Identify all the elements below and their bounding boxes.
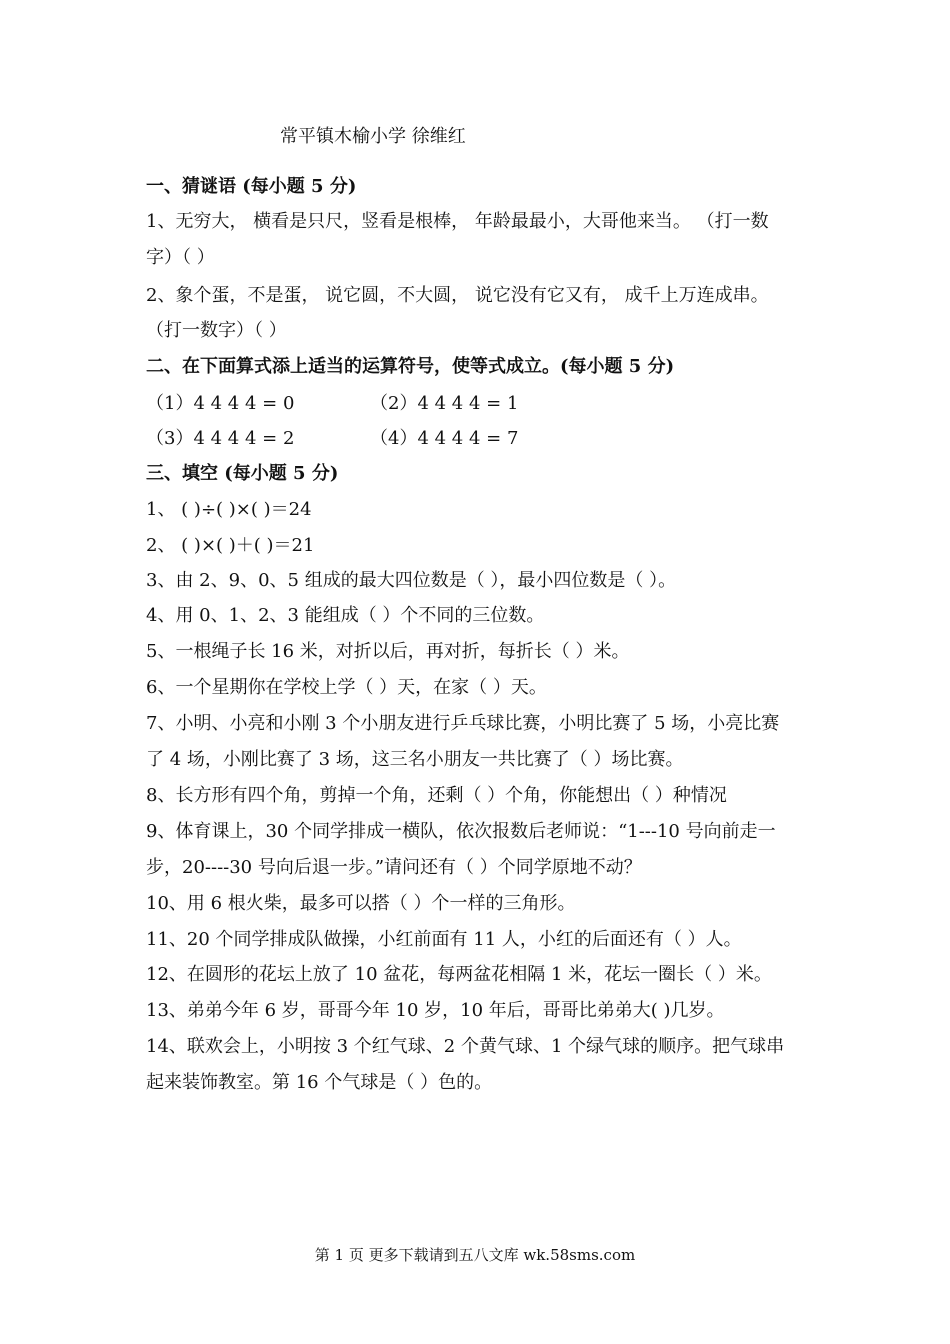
equation-4: （4）4 4 4 4 = 7	[370, 428, 519, 449]
section3-heading: 三、填空 (每小题 5 分)	[146, 463, 339, 484]
fill-line: 9、体育课上，30 个同学排成一横队，依次报数后老师说：“1---10 号向前走一	[146, 821, 776, 842]
fill-line: 7、小明、小亮和小刚 3 个小朋友进行乒乓球比赛，小明比赛了 5 场，小亮比赛	[146, 713, 780, 734]
fill-line: 8、长方形有四个角，剪掉一个角，还剩（ ）个角，你能想出（ ）种情况	[146, 785, 727, 806]
riddle-1-line1: 1、无穷大， 横看是只尺，竖看是根棒， 年龄最最小，大哥他来当。 （打一数	[146, 211, 769, 232]
section1-heading: 一、猜谜语 (每小题 5 分)	[146, 176, 357, 197]
fill-line: 6、一个星期你在学校上学（ ）天，在家（ ）天。	[146, 677, 547, 698]
fill-line: 4、用 0、1、2、3 能组成（ ）个不同的三位数。	[146, 605, 545, 626]
fill-line: 14、联欢会上，小明按 3 个红气球、2 个黄气球、1 个绿气球的顺序。把气球串	[146, 1036, 785, 1057]
riddle-2-line2: （打一数字）（ ）	[146, 320, 287, 341]
riddle-2-line1: 2、象个蛋，不是蛋， 说它圆，不大圆， 说它没有它又有， 成千上万连成串。	[146, 285, 769, 306]
fill-line: 12、在圆形的花坛上放了 10 盆花，每两盆花相隔 1 米，花坛一圈长（ ）米。	[146, 964, 772, 985]
fill-line: 1、 ( )÷( )×( )＝24	[146, 499, 312, 520]
fill-line: 5、一根绳子长 16 米，对折以后，再对折，每折长（ ）米。	[146, 641, 630, 662]
fill-line: 3、由 2、9、0、5 组成的最大四位数是（ ），最小四位数是（ ）。	[146, 570, 677, 591]
fill-line: 11、20 个同学排成队做操，小红前面有 11 人，小红的后面还有（ ）人。	[146, 929, 742, 950]
section2-heading: 二、在下面算式添上适当的运算符号，使等式成立。(每小题 5 分)	[146, 356, 675, 377]
fill-line: 了 4 场，小刚比赛了 3 场，这三名小朋友一共比赛了（ ）场比赛。	[146, 749, 684, 770]
author-line: 常平镇木榆小学 徐维红	[280, 126, 466, 147]
equation-2: （2）4 4 4 4 = 1	[370, 393, 519, 414]
fill-line: 步，20----30 号向后退一步。”请问还有（ ）个同学原地不动？	[146, 857, 642, 878]
equation-3: （3）4 4 4 4 = 2	[146, 428, 295, 449]
equation-1: （1）4 4 4 4 = 0	[146, 393, 295, 414]
fill-line: 2、 ( )×( )＋( )＝21	[146, 535, 315, 556]
fill-line: 13、弟弟今年 6 岁，哥哥今年 10 岁，10 年后，哥哥比弟弟大( )几岁。	[146, 1000, 725, 1021]
page-footer: 第 1 页 更多下载请到五八文库 wk.58sms.com	[314, 1246, 636, 1264]
fill-line: 起来装饰教室。第 16 个气球是（ ）色的。	[146, 1072, 493, 1093]
fill-line: 10、用 6 根火柴，最多可以搭（ ）个一样的三角形。	[146, 893, 576, 914]
riddle-1-line2: 字）（ ）	[146, 247, 215, 268]
